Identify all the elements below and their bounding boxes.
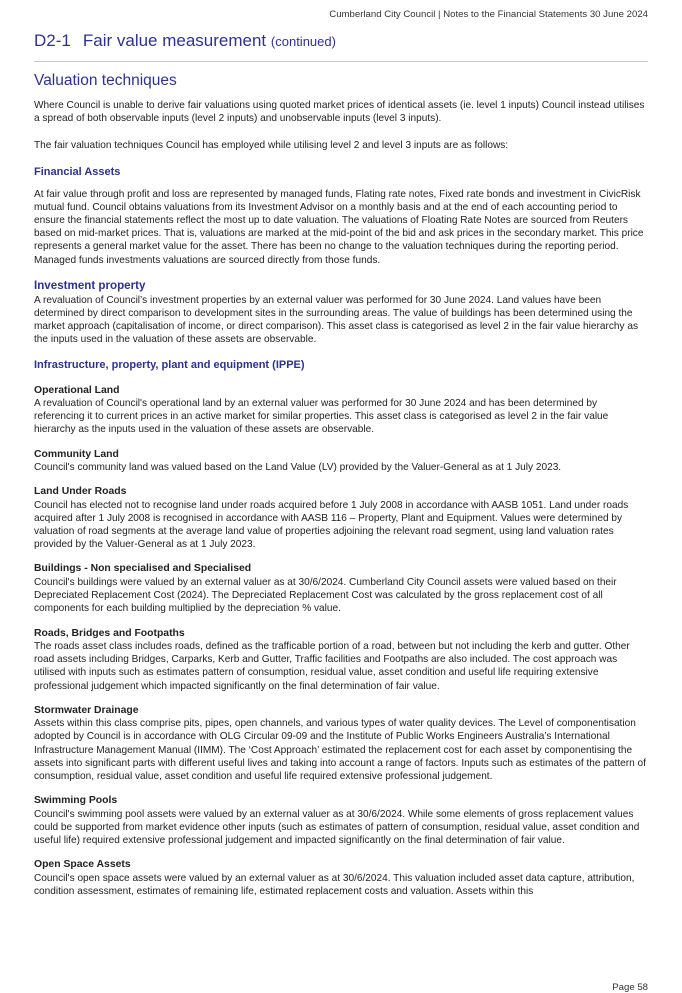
ippe-heading: Infrastructure, property, plant and equipment (IPPE) [34, 358, 305, 371]
ippe-section-buildings [34, 562, 648, 615]
ippe-item-text: Assets within this class comprise pits, pipes, open channels, and various types of water quality devices. The Level of componentisation adopted by Council is in accordance with OLG Circular 09-09 and the Institute of Public Works Engineers Australia’s International Infrastructure Management Manual (IIMM). The ‘Cost Approach’ estimated the replacement cost for each asset by componentising the assets into significant parts with different useful lives and taking into account a range of factors. Inputs such as estimates of the pattern of consumption, residual value, asset condition and useful life required extensive professional judgement. [34, 718, 646, 782]
ippe-item-text: Council's open space assets were valued by an external valuer as at 30/6/2024. This valuation included asset data capture, attribution, condition assessment, estimates of remaining life, estimated replacement costs and valuation. Assets within this [34, 872, 635, 897]
financial-assets-heading: Financial Assets [34, 165, 121, 178]
ippe-item-heading: Swimming Pools [34, 795, 118, 807]
ippe-item-text: Council's swimming pool assets were valued by an external valuer as at 30/6/2024. While some elements of gross replacement values could be supported from market evidence other inputs (such as estimates of pattern of consumption, residual value, asset condition and useful life) required extensive professional judgement and impacted significantly on the final determination of fair value. [34, 808, 640, 846]
ippe-item-heading: Buildings - Non specialised and Specialised [34, 563, 252, 575]
ippe-item-text: The roads asset class includes roads, defined as the trafficable portion of a road, between but not including the kerb and gutter. Other road assets including Bridges, Carparks, Kerb and Gutter, Traffic facilities and Footpaths are also included. The cost approach was utilised with inputs such as estimates pattern of consumption, residual value, asset condition and useful life requiring extensive professional judgement which impacted significantly on the final determination of fair value. [34, 640, 630, 692]
ippe-section-stormwater-drainage [34, 704, 648, 783]
ippe-item-text: A revaluation of Council's operational land by an external valuer was performed for 30 June 2024 and has been determined by referencing it to current prices in an active market for similar properties. This asset class is categorised as level 2 in the fair value hierarchy as the inputs used in the valuation of these assets are observable. [34, 398, 609, 436]
ippe-item-heading: Community Land [34, 448, 119, 460]
note-continued: (continued) [270, 34, 336, 49]
note-code: D2-1 [34, 31, 71, 50]
ippe-item-heading: Open Space Assets [34, 859, 131, 871]
ippe-item-heading: Land Under Roads [34, 486, 127, 498]
running-header: Cumberland City Council | Notes to the Financial Statements 30 June 2024 [329, 9, 648, 20]
ippe-item-heading: Operational Land [34, 384, 120, 396]
ippe-section-swimming-pools [34, 794, 648, 847]
title-block [34, 31, 648, 62]
intro-paragraph-2: The fair valuation techniques Council has employed while utilising level 2 and level 3 inputs are as follows: [34, 140, 509, 152]
ippe-section-land-under-roads [34, 485, 648, 551]
ippe-item-text: Council has elected not to recognise land under roads acquired before 1 July 2008 in accordance with AASB 1051. Land under roads acquired after 1 July 2008 is recognised in accordance with AASB 116 – Property, Plant and Equipment. Values were determined by valuation of road segments at the average land value of properties adjoining the relevant road segment, using land valuation rates provided by the Valuer-General as at 1 July 2023. [34, 499, 629, 551]
ippe-section-roads-bridges-footpaths [34, 627, 648, 693]
note-title: Fair value measurement [82, 31, 267, 50]
section-heading-valuation-techniques: Valuation techniques [34, 72, 177, 89]
ippe-section-operational-land [34, 384, 648, 437]
ippe-section-community-land [34, 448, 648, 475]
financial-assets-paragraph: At fair value through profit and loss are represented by managed funds, Flating rate notes, Fixed rate bonds and investment in CivicRisk mutual fund. Council obtains valuations from its Investment Advisor on a monthly basis and at the end of each accounting period to ensure the financial statements reflect the most up to date valuation. The valuations of Floating Rate Notes are sourced from Reuters based on mid-market prices. That is, valuations are marked at the mid-point of the bid and ask prices in the secondary market. This price represents a general market value for the asset. There has been no change to the valuation techniques during the reporting period. Managed funds investments valuations are sourced directly from those funds. [34, 188, 644, 266]
page-number: Page 58 [612, 982, 648, 993]
investment-property-heading: Investment property [34, 278, 146, 292]
intro-paragraph-1: Where Council is unable to derive fair valuations using quoted market prices of identical assets (ie. level 1 inputs) Council instead utilises a spread of both observable inputs (level 2 inputs) and unobservable inputs (level 3 inputs). [34, 100, 645, 125]
ippe-item-text: Council's community land was valued based on the Land Value (LV) provided by the Valuer-General as at 1 July 2023. [34, 462, 562, 474]
page-title [34, 31, 648, 51]
ippe-item-text: Council's buildings were valued by an external valuer as at 30/6/2024. Cumberland City Council assets were valued based on their Depreciated Replacement Cost (2024). The Depreciated Replacement Cost was calculated by the gross replacement cost of all components for each building multiplied by the depreciation % value. [34, 576, 617, 615]
ippe-section-open-space-assets [34, 858, 648, 898]
ippe-item-heading: Stormwater Drainage [34, 704, 139, 716]
document-body [34, 72, 648, 909]
ippe-item-heading: Roads, Bridges and Footpaths [34, 627, 185, 639]
investment-property-paragraph: A revaluation of Council’s investment properties by an external valuer was performed for 30 June 2024. Land values have been determined by direct comparison to development sites in the surrounding areas. The value of buildings has been determined using the market approach (capitalisation of income, or direct comparison). This asset class is categorised as level 2 in the fair value hierarchy as the inputs used in the valuation of these assets are observable. [34, 294, 639, 346]
